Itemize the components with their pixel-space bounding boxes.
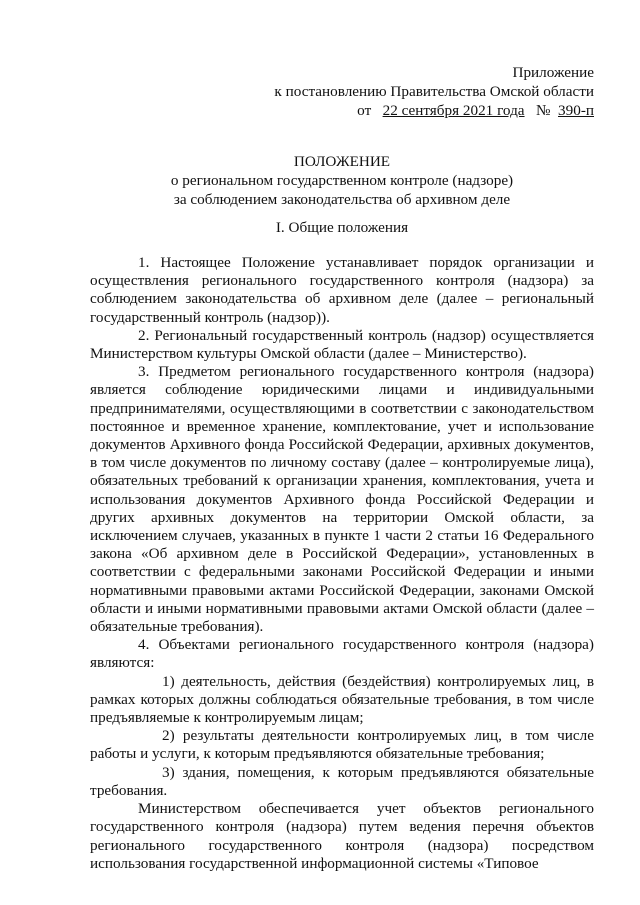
list-item: 3) здания, помещения, к которым предъявляются обязательные требования. — [90, 763, 594, 799]
appendix-header — [274, 63, 594, 120]
from-label: от — [357, 102, 372, 119]
paragraph: 2. Региональный государственный контроль (надзор) осуществляется Министерством культуры Омской области (далее – Министерство). — [90, 326, 594, 363]
section-title: I. Общие положения — [275, 219, 409, 236]
paragraph: 1. Настоящее Положение устанавливает порядок организации и осуществления регионального государственного контроля (надзора) за соблюдением законодательства об архивном деле (далее – региональный государственный контроль (надзор)). — [90, 254, 594, 326]
resolution-date: 22 сентября 2021 года — [382, 102, 525, 119]
appendix-date-number-line — [274, 101, 594, 120]
document-title — [90, 152, 594, 209]
list-item: 1) деятельность, действия (бездействия) контролируемых лиц, в рамках которых должны соблюдаться обязательные требования, в том числе предъявляемые к контролируемым лицам; — [90, 672, 594, 727]
title-line-3: за соблюдением законодательства об архивном деле — [173, 191, 511, 208]
list-item: 2) результаты деятельности контролируемых лиц, в том числе работы и услуги, к которым предъявляются обязательные требования; — [90, 727, 594, 763]
title-heading: ПОЛОЖЕНИЕ — [293, 153, 391, 170]
paragraph: 4. Объектами регионального государственного контроля (надзора) являются: — [90, 636, 594, 672]
paragraph: 3. Предметом регионального государственного контроля (надзора) является соблюдение юридическими лицами и индивидуальными предпринимателями, осуществляющими в соответствии с законодательством постоянное и временное хранение, комплектование, учет и использование документов Архивного фонда Российской Федерации, архивных документов, в том числе документов по личному составу (далее – контролируемые лица), обязательных требований к организации хранения, комплектования, учета и использования документов Архивного фонда Российской Федерации и других архивных документов на территории Омской области, за исключением случаев, указанных в пункте 1 части 2 статьи 16 Федерального закона «Об архивном деле в Российской Федерации», установленных в соответствии с федеральными законами Российской Федерации и иными нормативными правовыми актами Российской Федерации, законами Омской области и иными нормативными правовыми актами Омской области (далее – обязательные требования). — [90, 363, 594, 636]
appendix-label: Приложение — [512, 64, 594, 81]
title-line-2: о региональном государственном контроле (надзоре) — [170, 172, 514, 189]
paragraph: Министерством обеспечивается учет объектов регионального государственного контроля (надзора) путем ведения перечня объектов регионального государственного контроля (надзора) посредством использования государственной информационной системы «Типовое — [90, 800, 594, 872]
number-label: № — [535, 102, 551, 119]
document-body — [90, 254, 594, 873]
resolution-number: 390-п — [558, 102, 594, 119]
appendix-resolution-ref: к постановлению Правительства Омской области — [274, 83, 594, 100]
